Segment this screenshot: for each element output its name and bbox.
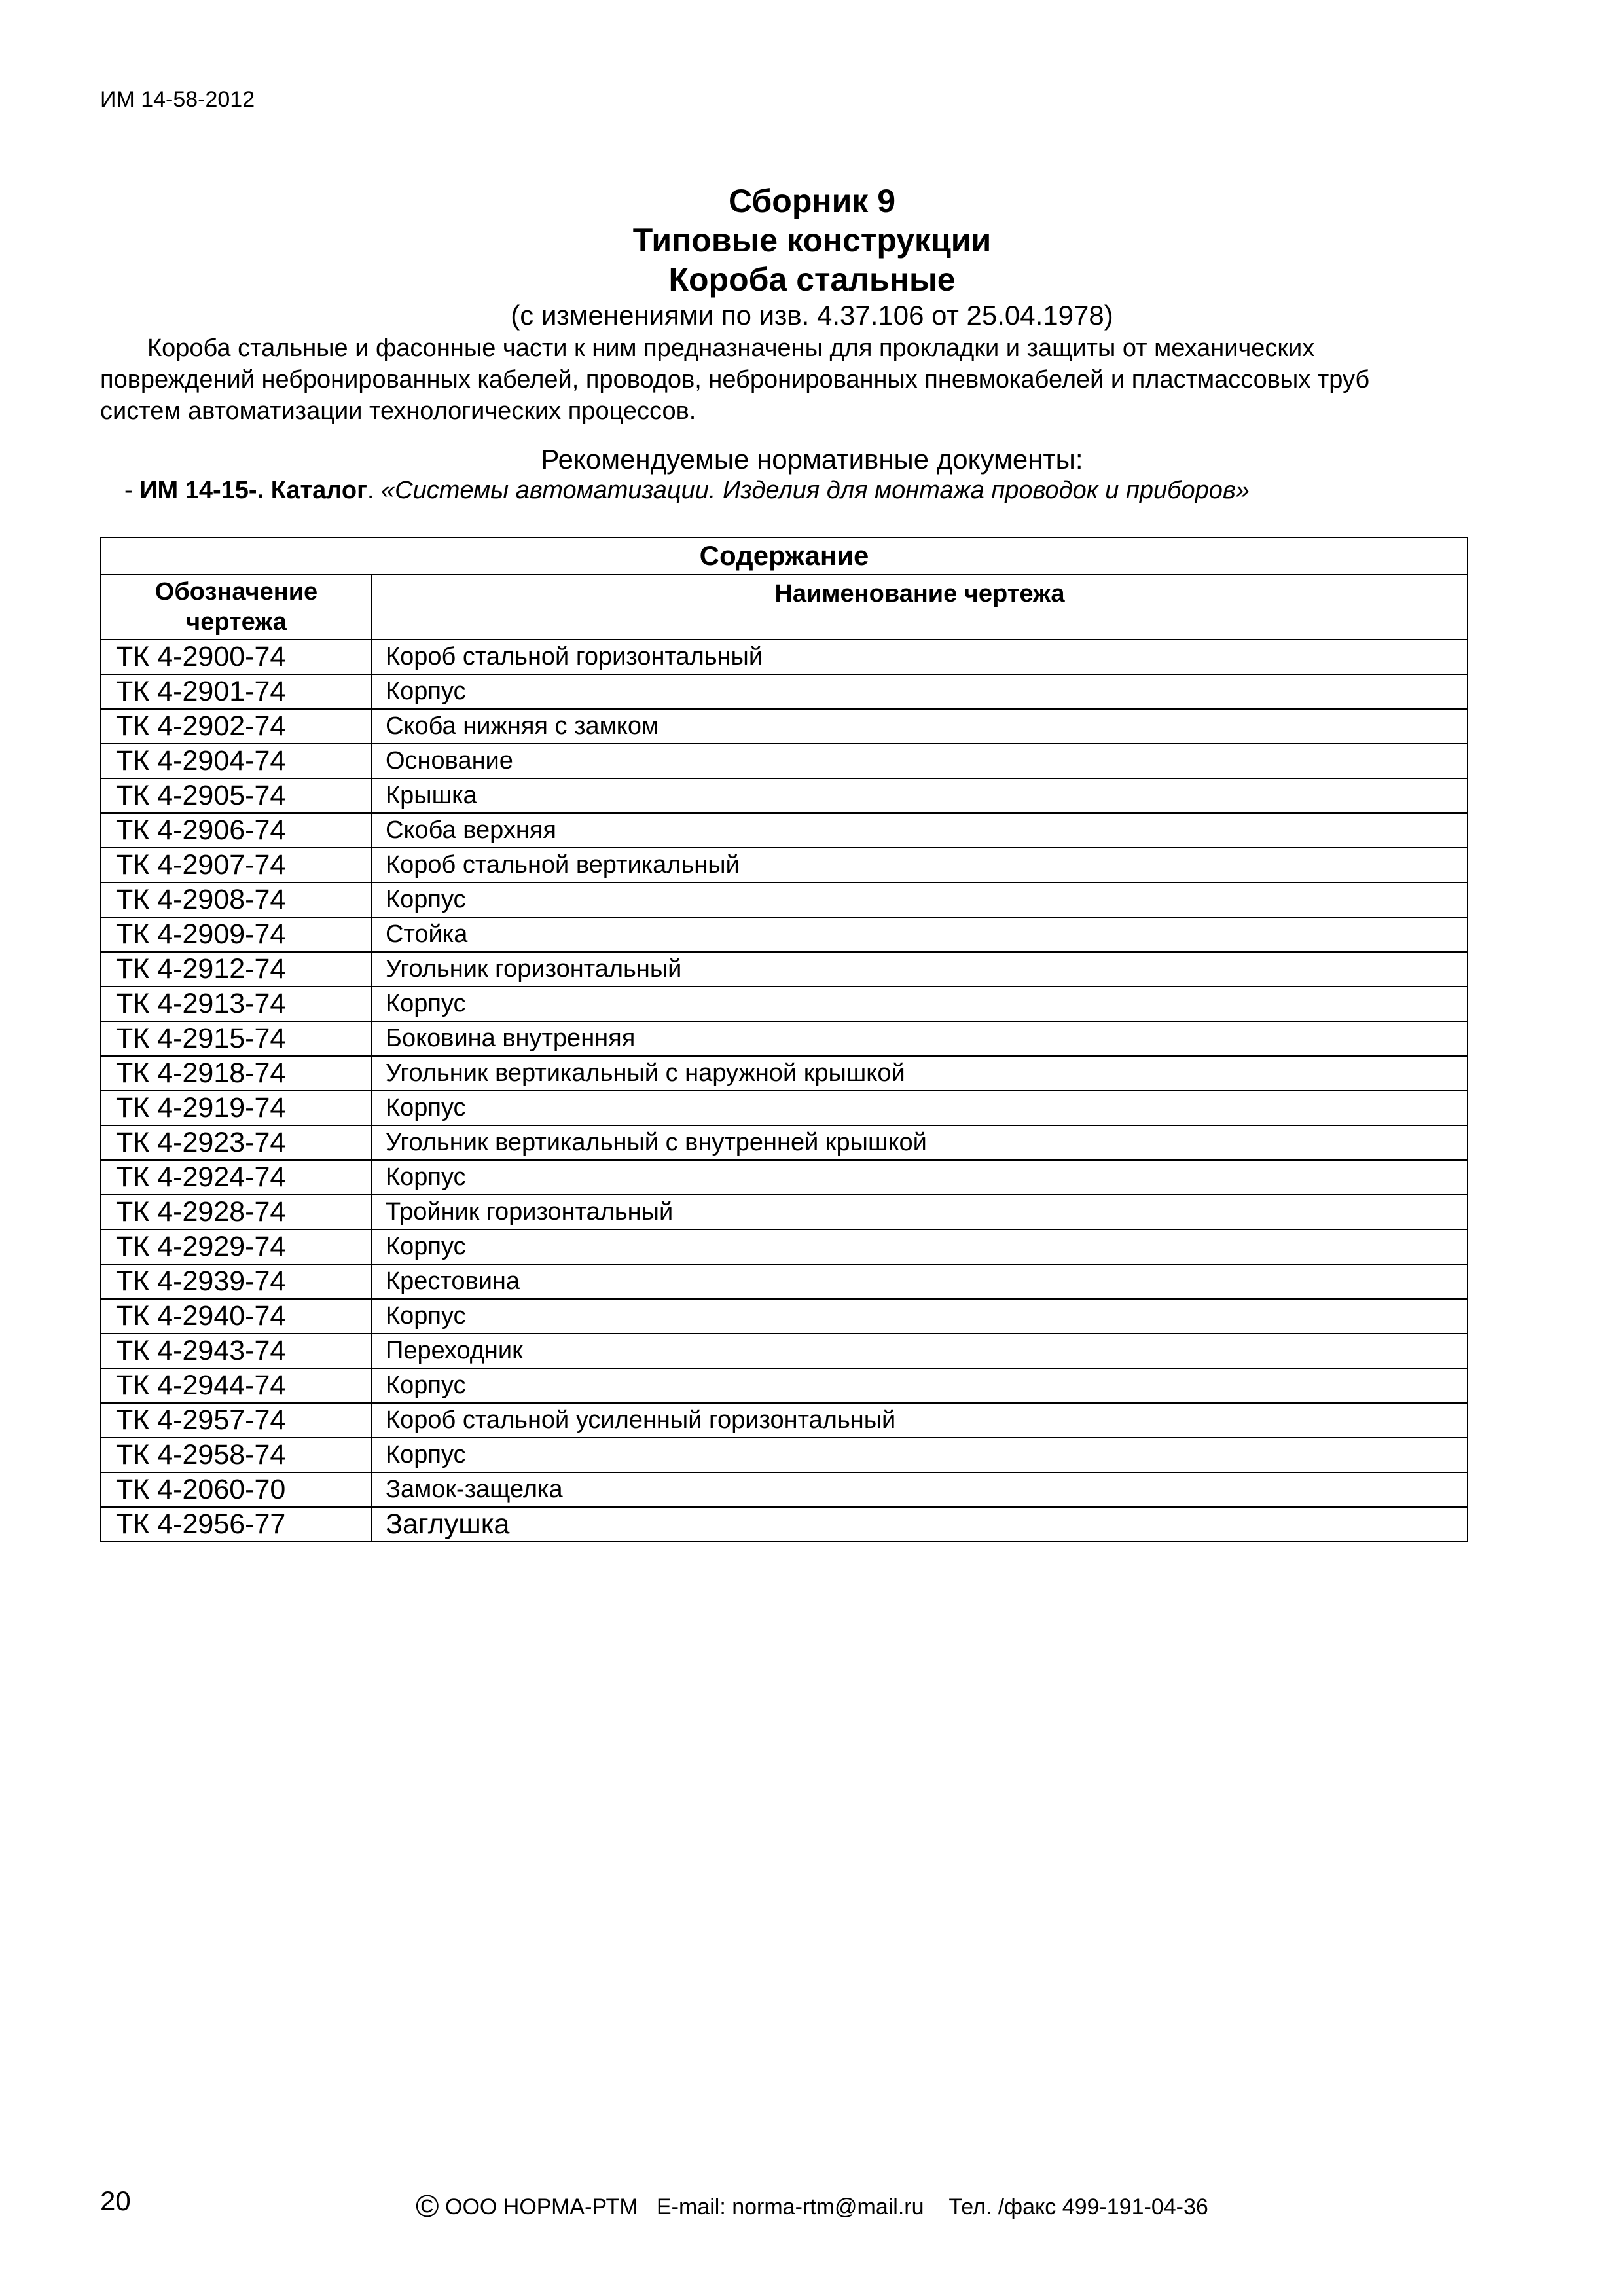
- drawing-name-cell: Корпус: [372, 1160, 1468, 1195]
- drawing-name-cell: Корпус: [372, 1438, 1468, 1472]
- table-row: [101, 813, 1468, 848]
- table-row: [101, 1125, 1468, 1160]
- table-row: [101, 1403, 1468, 1438]
- recommended-doc-prefix: -: [124, 477, 140, 504]
- intro-paragraph: Короба стальные и фасонные части к ним предназначены для прокладки и защиты от механических повреждений небронированных кабелей, проводов, небронированных пневмокабелей и пластмассовых труб систем автоматизации технологических процессов.: [100, 335, 1370, 425]
- table-row: [101, 1230, 1468, 1264]
- drawing-code-cell: ТК 4-2915-74: [101, 1021, 372, 1056]
- drawing-name-cell: Корпус: [372, 1299, 1468, 1334]
- drawing-name-cell: Короб стальной горизонтальный: [372, 640, 1468, 674]
- recommended-doc-title: «Системы автоматизации. Изделия для монтажа проводок и приборов»: [381, 477, 1250, 504]
- table-row: [101, 640, 1468, 674]
- drawing-name-cell: Основание: [372, 744, 1468, 778]
- table-row: [101, 744, 1468, 778]
- changes-note: (с изменениями по изв. 4.37.106 от 25.04.1978): [511, 300, 1113, 331]
- drawing-code-cell: ТК 4-2909-74: [101, 917, 372, 952]
- table-row: [101, 778, 1468, 813]
- drawing-code-cell: ТК 4-2940-74: [101, 1299, 372, 1334]
- drawing-name-cell: Короб стальной усиленный горизонтальный: [372, 1403, 1468, 1438]
- table-row: [101, 1021, 1468, 1056]
- drawing-code-cell: ТК 4-2908-74: [101, 883, 372, 917]
- footer-company: ООО НОРМА-РТМ: [439, 2195, 638, 2219]
- drawing-name-cell: Крышка: [372, 778, 1468, 813]
- drawing-name-cell: Заглушка: [372, 1507, 1468, 1542]
- drawing-name-cell: Переходник: [372, 1334, 1468, 1368]
- drawing-code-cell: ТК 4-2060-70: [101, 1472, 372, 1507]
- subject-title: Короба стальные: [668, 261, 956, 298]
- footer-phone: Тел. /факс 499-191-04-36: [948, 2195, 1208, 2219]
- contents-caption: Содержание: [101, 538, 1468, 574]
- table-row: [101, 1195, 1468, 1230]
- drawing-name-cell: Угольник вертикальный с наружной крышкой: [372, 1056, 1468, 1091]
- drawing-code-cell: ТК 4-2939-74: [101, 1264, 372, 1299]
- table-row: [101, 1160, 1468, 1195]
- table-row: [101, 1472, 1468, 1507]
- table-row: [101, 987, 1468, 1021]
- drawing-name-cell: Стойка: [372, 917, 1468, 952]
- recommended-doc-code: ИМ 14-15-. Каталог: [139, 477, 367, 504]
- collection-title: Сборник 9: [728, 183, 896, 219]
- drawing-code-cell: ТК 4-2956-77: [101, 1507, 372, 1542]
- table-row: [101, 1334, 1468, 1368]
- document-code: ИМ 14-58-2012: [100, 87, 255, 112]
- drawing-code-cell: ТК 4-2928-74: [101, 1195, 372, 1230]
- table-row: [101, 709, 1468, 744]
- drawing-code-cell: ТК 4-2913-74: [101, 987, 372, 1021]
- drawing-code-cell: ТК 4-2905-74: [101, 778, 372, 813]
- drawing-name-cell: Крестовина: [372, 1264, 1468, 1299]
- drawing-code-cell: ТК 4-2902-74: [101, 709, 372, 744]
- drawing-code-cell: ТК 4-2900-74: [101, 640, 372, 674]
- recommended-doc-separator: .: [367, 477, 382, 504]
- table-row: [101, 1264, 1468, 1299]
- drawing-name-cell: Корпус: [372, 883, 1468, 917]
- recommended-doc-item: [124, 477, 1250, 505]
- drawing-code-cell: ТК 4-2906-74: [101, 813, 372, 848]
- drawing-name-cell: Замок-защелка: [372, 1472, 1468, 1507]
- drawing-name-cell: Скоба нижняя с замком: [372, 709, 1468, 744]
- drawing-name-cell: Короб стальной вертикальный: [372, 848, 1468, 883]
- drawing-name-cell: Корпус: [372, 674, 1468, 709]
- drawing-code-cell: ТК 4-2929-74: [101, 1230, 372, 1264]
- drawing-code-cell: ТК 4-2958-74: [101, 1438, 372, 1472]
- table-row: [101, 952, 1468, 987]
- drawing-name-cell: Боковина внутренняя: [372, 1021, 1468, 1056]
- column-header-code: Обозначение чертежа: [101, 574, 372, 640]
- table-row: [101, 1091, 1468, 1125]
- table-row: [101, 1507, 1468, 1542]
- drawing-code-cell: ТК 4-2904-74: [101, 744, 372, 778]
- drawing-code-cell: ТК 4-2957-74: [101, 1403, 372, 1438]
- drawing-name-cell: Тройник горизонтальный: [372, 1195, 1468, 1230]
- drawing-name-cell: Скоба верхняя: [372, 813, 1468, 848]
- drawing-name-cell: Угольник вертикальный с внутренней крышкой: [372, 1125, 1468, 1160]
- drawing-code-cell: ТК 4-2919-74: [101, 1091, 372, 1125]
- table-row: [101, 883, 1468, 917]
- drawing-code-cell: ТК 4-2924-74: [101, 1160, 372, 1195]
- column-header-name: Наименование чертежа: [372, 574, 1468, 640]
- drawing-name-cell: Корпус: [372, 1091, 1468, 1125]
- drawing-code-cell: ТК 4-2943-74: [101, 1334, 372, 1368]
- drawing-name-cell: Угольник горизонтальный: [372, 952, 1468, 987]
- table-row: [101, 1056, 1468, 1091]
- drawing-code-cell: ТК 4-2923-74: [101, 1125, 372, 1160]
- table-row: [101, 674, 1468, 709]
- drawing-code-cell: ТК 4-2907-74: [101, 848, 372, 883]
- drawing-code-cell: ТК 4-2912-74: [101, 952, 372, 987]
- table-row: [101, 1438, 1468, 1472]
- contents-table: [100, 537, 1468, 1542]
- recommended-docs-heading: Рекомендуемые нормативные документы:: [541, 444, 1083, 475]
- footer-email: E-mail: norma-rtm@mail.ru: [656, 2195, 924, 2219]
- section-title: Типовые конструкции: [632, 222, 992, 259]
- drawing-name-cell: Корпус: [372, 987, 1468, 1021]
- page-number: 20: [100, 2185, 131, 2216]
- table-row: [101, 1368, 1468, 1403]
- table-row: [101, 917, 1468, 952]
- contents-rows: [101, 640, 1468, 1542]
- drawing-name-cell: Корпус: [372, 1230, 1468, 1264]
- drawing-code-cell: ТК 4-2901-74: [101, 674, 372, 709]
- footer: [0, 2189, 1624, 2225]
- table-row: [101, 1299, 1468, 1334]
- copyright-icon: ©: [416, 2189, 439, 2224]
- drawing-name-cell: Корпус: [372, 1368, 1468, 1403]
- drawing-code-cell: ТК 4-2944-74: [101, 1368, 372, 1403]
- drawing-code-cell: ТК 4-2918-74: [101, 1056, 372, 1091]
- table-row: [101, 848, 1468, 883]
